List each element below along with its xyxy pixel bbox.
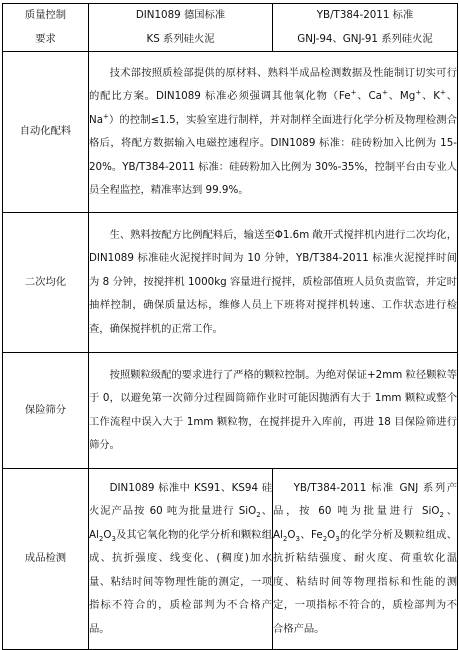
header-col1-line2: 要求 xyxy=(35,32,56,45)
table-row-secondary-homogenization xyxy=(3,213,458,353)
product-testing-din1089-text xyxy=(89,477,272,642)
text-segment: 、Ca xyxy=(356,90,382,102)
text-segment: YB/T384-2011 标准 GNJ 系列产品，按 60 吨为批量进行 SiO xyxy=(273,481,457,518)
subscript: 3 xyxy=(295,534,300,543)
row-content-secondary-homogenization xyxy=(89,213,458,353)
text-segment: ）的控制≤1.5，实验室进行制样，并对制样全面进行化学分析及物理检测合格后，将配方数据输入电磁控速程序。DIN1089 标准：硅砖粉加入比例为 15-20%。YB/T384-2011 标准：硅砖粉加入比例为 30%-35%，控制平台由专业人员全程监控，精准率达到 99.9%。 xyxy=(89,113,457,196)
header-col2-line1: DIN1089 德国标准 xyxy=(135,9,226,21)
text-segment: 技术部按照质检部提供的原材料、熟料半成品检测数据及性能制订切实可行的配比方案。DIN1089 标准必须强调其他氧化物（Fe xyxy=(89,66,457,102)
text-segment: 、Al xyxy=(89,505,272,541)
header-yb-t384 xyxy=(273,4,458,52)
text-segment: DIN1089 标准中 KS91、KS94 硅火泥产品按 60 吨为批量进行 SiO xyxy=(89,481,272,518)
header-col3-line2: GNJ-94、GNJ-91 系列硅火泥 xyxy=(297,32,433,45)
row-label-auto-batching: 自动化配料 xyxy=(3,52,89,213)
subscript: 3 xyxy=(335,534,340,543)
product-testing-yb-t384-text xyxy=(273,477,457,642)
row-label-safety-screening: 保险筛分 xyxy=(3,353,89,469)
text-segment: O xyxy=(287,528,296,541)
subscript: 2 xyxy=(322,534,328,543)
product-testing-din1089 xyxy=(89,469,273,650)
superscript: + xyxy=(350,88,357,97)
row-content-auto-batching xyxy=(89,52,458,213)
text-segment: 、Mg xyxy=(387,90,416,102)
safety-screening-text: 按照颗粒级配的要求进行了严格的颗粒控制。为绝对保证+2mm 粒径颗粒等于 0，以避免第一次筛分过程圆筒筛作业时可能因抛洒有大于 1mm 颗粒或整个工作流程中误入大于 1mm 颗粒物，在搅拌提升入库前，再进 18 目保险筛进行筛分。 xyxy=(89,368,458,451)
auto-batching-text xyxy=(89,62,457,203)
header-din1089 xyxy=(89,4,273,52)
text-segment: 、K xyxy=(421,90,440,102)
text-segment: 、Na xyxy=(89,90,458,126)
subscript: 2 xyxy=(256,511,261,520)
text-segment: O xyxy=(327,528,336,541)
superscript: + xyxy=(382,88,388,97)
text-segment: 、Al xyxy=(273,505,457,541)
text-segment: O xyxy=(103,528,112,541)
quality-control-table xyxy=(2,3,458,650)
header-col3-line1: YB/T384-2011 标准 xyxy=(316,9,414,21)
row-content-safety-screening xyxy=(89,353,458,469)
superscript: + xyxy=(415,88,422,97)
table-header-row xyxy=(3,4,458,52)
header-col2-line2: KS 系列硅火泥 xyxy=(146,32,215,45)
subscript: 2 xyxy=(439,511,444,520)
text-segment: 、Fe xyxy=(299,528,323,541)
text-segment: 的化学分析及颗粒组成、抗折粘结强度、耐火度、荷重软化温度、粘结时间等物理指标和性能的测定，一项指标不符合的，质检部判为不合格产品。 xyxy=(273,528,458,635)
text-segment: 及其它氧化物的化学分析和颗粒组成、抗折强度、线变化、(稠度)加水量、粘结时间等物理性能的测定，一项指标不符合的，质检部判为不合格产品。 xyxy=(89,528,272,635)
product-testing-yb-t384 xyxy=(273,469,458,650)
row-label-product-testing: 成品检测 xyxy=(3,469,89,650)
table-row-product-testing xyxy=(3,469,458,650)
superscript: + xyxy=(439,88,446,97)
header-col1-line1: 质量控制 xyxy=(24,9,67,21)
superscript: + xyxy=(103,112,109,121)
subscript: 2 xyxy=(98,534,104,543)
row-label-secondary-homogenization: 二次均化 xyxy=(3,213,89,353)
header-quality-control xyxy=(3,4,89,52)
secondary-homogenization-text: 生、熟料按配方比例配料后，输送至Φ1.6m 敞开式搅拌机内进行二次均化，DIN1089 标准硅火泥搅拌时间为 10 分钟，YB/T384-2011 标准火泥搅拌时间为 8 分钟，按搅拌机 1000kg 容量进行搅拌，质检部值班人员负责监管，并定时抽样控制，确保质量达标，维修人员上下班将对搅拌机转速、工作状态进行检查，确保搅拌机的正常工作。 xyxy=(89,228,457,335)
subscript: 3 xyxy=(111,534,116,543)
table-row-auto-batching xyxy=(3,52,458,213)
table-row-safety-screening xyxy=(3,353,458,469)
subscript: 2 xyxy=(282,534,288,543)
